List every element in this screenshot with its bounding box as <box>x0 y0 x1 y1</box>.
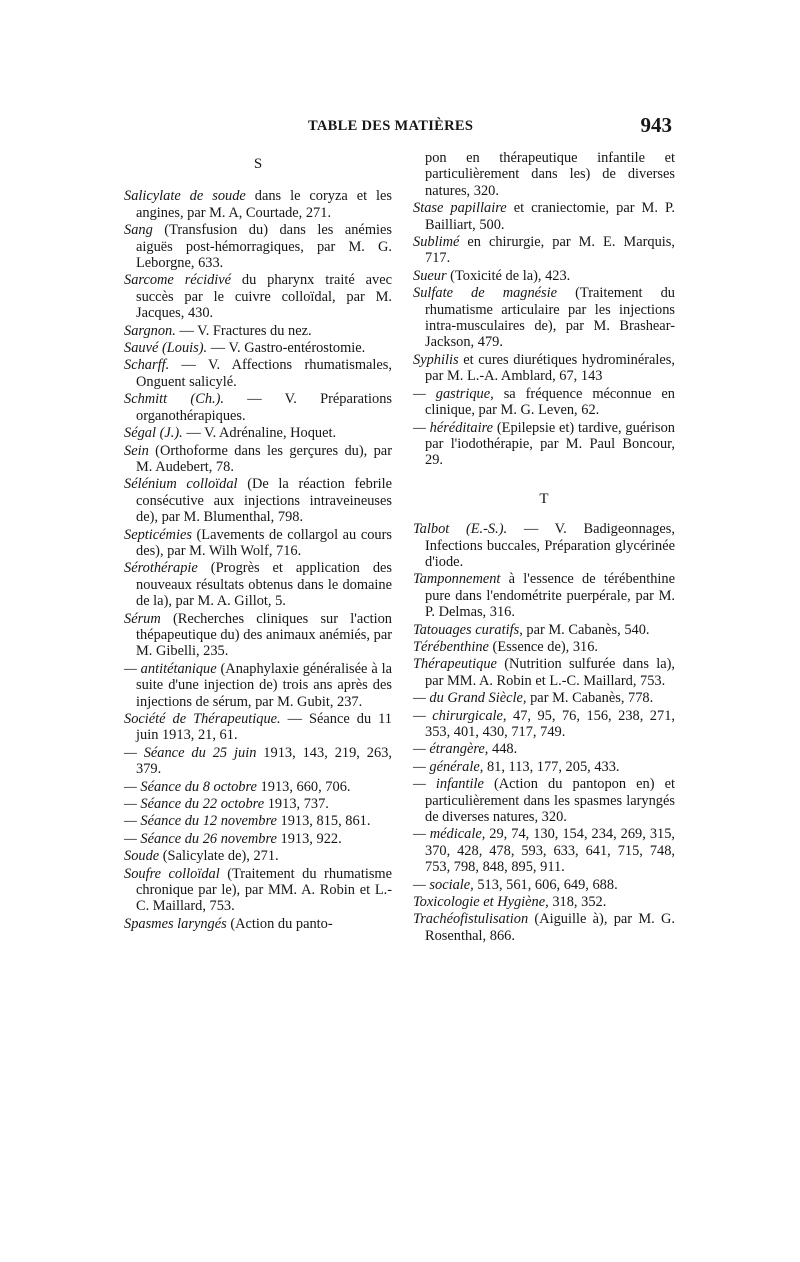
entry-text: (Action du panto- <box>226 915 333 932</box>
entry-heading: Sein <box>124 442 149 459</box>
entry-heading: — infantile <box>413 776 484 793</box>
entry-heading: — antitétanique <box>124 660 217 677</box>
index-entry <box>413 741 675 757</box>
left-entries-list <box>124 188 392 932</box>
entry-heading: — héréditaire <box>413 419 494 436</box>
entry-text: 448. <box>488 741 518 758</box>
index-entry <box>413 690 675 706</box>
entry-heading: Schmitt (Ch.). <box>124 391 225 408</box>
entry-text: — V. Affections rhumatismales, Onguent salicylé. <box>136 357 392 390</box>
entry-text: 81, 113, 177, 205, 433. <box>483 758 620 775</box>
entry-heading: Soufre colloïdal <box>124 865 220 882</box>
entry-text: (Essence de), 316. <box>488 638 599 655</box>
page-number: 943 <box>640 113 672 137</box>
index-entry <box>413 708 675 741</box>
right-column <box>413 150 675 945</box>
entry-text: — V. Adrénaline, Hoquet. <box>182 425 337 442</box>
entry-heading: — du Grand Siècle, <box>413 690 527 707</box>
index-entry <box>124 916 392 932</box>
entry-text: (Progrès et application des nouveaux résultats obtenus dans le domaine de la), par M. A. Gillot, 5. <box>136 560 392 610</box>
entry-text: 1913, 143, 219, 263, 379. <box>136 744 392 778</box>
entry-heading: Septicémies <box>124 526 192 543</box>
entry-text: dans le coryza et les angines, par M. A, Courtade, 271. <box>136 188 393 221</box>
index-entry <box>124 560 392 609</box>
index-entry <box>124 391 392 424</box>
entry-heading: — générale, <box>413 758 484 775</box>
index-entry <box>124 711 392 744</box>
entry-text: 1913, 815, 861. <box>276 813 371 830</box>
index-entry <box>124 188 392 221</box>
entry-heading: Soude <box>124 848 160 865</box>
entry-heading: Société de Thérapeutique. <box>124 711 281 727</box>
index-entry <box>124 425 392 441</box>
entry-heading: Sauvé (Louis). <box>124 340 208 357</box>
entry-heading: Stase papillaire <box>413 200 507 217</box>
entry-heading: — Séance du 12 novembre <box>124 813 277 830</box>
entry-heading: Sérum <box>124 610 161 627</box>
entry-heading: Térébenthine <box>413 638 489 655</box>
entry-text: — V. Préparations organothérapiques. <box>136 391 392 424</box>
entry-heading: — sociale, <box>413 876 474 893</box>
index-entry <box>413 420 675 469</box>
entry-heading: — Séance du 26 novembre <box>124 830 277 847</box>
entry-heading: — étrangère, <box>413 741 489 758</box>
entry-heading: Spasmes laryngés <box>124 915 227 932</box>
index-entry <box>124 527 392 560</box>
entry-heading: Scharff. <box>124 357 170 374</box>
entry-text: (Salicylate de), 271. <box>159 848 279 865</box>
entry-text: (Action du pantopon en) et particulièrement dans les spasmes laryngés de diverses natures, 320. <box>425 776 676 826</box>
index-entry <box>413 571 675 620</box>
entry-text: par M. Cabanès, 778. <box>526 690 654 707</box>
index-entry <box>413 826 675 875</box>
index-entry <box>124 476 392 525</box>
entry-text: (Orthoforme dans les gerçures du), par M. Audebert, 78. <box>136 442 392 475</box>
entry-heading: Thérapeutique <box>413 656 497 673</box>
index-entry <box>124 272 392 321</box>
entry-heading: Talbot (E.-S.). <box>413 521 508 538</box>
entry-text: 29, 74, 130, 154, 234, 269, 315, 370, 428, 478, 593, 633, 641, 715, 748, 753, 798, 848, 895, 911. <box>425 826 676 876</box>
index-entry <box>413 352 675 385</box>
entry-heading: Ségal (J.). <box>124 425 183 442</box>
index-entry <box>413 639 675 655</box>
index-entry <box>413 656 675 689</box>
entry-text: à l'essence de térébenthine pure dans l'endométrite puerpérale, par M. P. Delmas, 316. <box>425 571 675 621</box>
index-entry <box>124 779 392 795</box>
index-entry <box>124 323 392 339</box>
index-entry <box>413 622 675 638</box>
index-entry <box>413 911 675 944</box>
entry-text: (Nutrition sulfurée dans la), par MM. A. Robin et L.-C. Maillard, 753. <box>425 656 675 689</box>
index-entry <box>124 796 392 812</box>
entry-heading: Sarcome récidivé <box>124 272 232 289</box>
entry-text: et cures diurétiques hydrominérales, par M. L.-A. Amblard, 67, 143 <box>425 351 675 385</box>
entry-text: 318, 352. <box>548 894 607 911</box>
index-entry <box>124 443 392 476</box>
index-entry <box>124 866 392 915</box>
entry-text: (Aiguille à), par M. G. Rosenthal, 866. <box>425 911 675 944</box>
index-entry <box>413 285 675 351</box>
entry-text: (De la réaction febrile consécutive aux injections intraveineuses de), par M. Blumenthal, 798. <box>136 476 392 526</box>
index-entry <box>124 848 392 864</box>
entry-heading: Trachéofistulisation <box>413 911 529 928</box>
entry-heading: Salicylate de soude <box>124 188 246 205</box>
entry-text: (Recherches cliniques sur l'action thépapeutique du) des animaux anémiés, par M. Gibelli, 235. <box>136 610 392 660</box>
index-entry <box>413 268 675 284</box>
entry-heading: Sargnon. <box>124 322 176 339</box>
entry-heading: — gastrique, <box>413 385 494 402</box>
entry-text: et craniectomie, par M. P. Bailliart, 500. <box>425 200 676 233</box>
index-entry <box>124 745 392 778</box>
entry-heading: Tatouages curatifs, <box>413 621 523 638</box>
entry-heading: — Séance du 22 octobre <box>124 796 265 813</box>
index-entry <box>413 386 675 419</box>
entry-text: 1913, 922. <box>276 830 342 847</box>
entry-heading: — Séance du 25 juin <box>124 744 257 761</box>
index-entry <box>124 611 392 660</box>
entry-heading: Sérothérapie <box>124 560 198 577</box>
entry-text: (Anaphylaxie généralisée à la suite d'une injection de) trois ans après des injections de sérum, par M. Gubit, 237. <box>136 660 392 710</box>
continued-entry: pon en thérapeutique infantile et particulièrement dans les) de diverses natures, 320. <box>425 150 675 199</box>
entry-text: — Séance du 11 juin 1913, 21, 61. <box>136 711 393 744</box>
index-entry <box>124 340 392 356</box>
entry-text: (Epilepsie et) tardive, guérison par l'iodothérapie, par M. Paul Boncour, 29. <box>425 419 675 469</box>
entry-heading: — Séance du 8 octobre <box>124 778 257 795</box>
entry-text: (Traitement du rhumatisme chronique par le), par MM. A. Robin et L.-C. Maillard, 753. <box>136 865 392 915</box>
entry-text: — V. Gastro-entérostomie. <box>207 340 366 357</box>
index-entry <box>413 894 675 910</box>
running-title: TABLE DES MATIÈRES <box>308 118 474 134</box>
index-entry <box>413 234 675 267</box>
entry-heading: Sueur <box>413 267 447 284</box>
index-entry <box>413 521 675 570</box>
section-letter-t: T <box>539 490 549 507</box>
entry-text: sa fréquence méconnue en clinique, par M. G. Leven, 62. <box>425 385 676 419</box>
right-entries-s-list <box>413 200 675 469</box>
index-entry <box>413 776 675 825</box>
entry-text: 1913, 737. <box>264 796 329 813</box>
entry-text: 1913, 660, 706. <box>256 778 351 795</box>
entry-heading: — chirurgicale, <box>413 707 507 724</box>
left-column <box>124 150 392 933</box>
entry-text: (Toxicité de la), 423. <box>446 267 571 284</box>
entry-heading: — médicale, <box>413 826 486 843</box>
entry-text: (Lavements de collargol au cours des), par M. Wilh Wolf, 716. <box>136 526 392 559</box>
entry-text: en chirurgie, par M. E. Marquis, 717. <box>425 234 675 267</box>
entry-text: — V. Badigeonnages, Infections buccales, Préparation glycérinée d'iode. <box>425 521 675 570</box>
entry-heading: Sang <box>124 222 153 239</box>
entry-text: (Traitement du rhumatisme articulaire par les injections intra-musculaires de), par M. Brashear-Jackson, 479. <box>425 285 675 351</box>
entry-text: 47, 95, 76, 156, 238, 271, 353, 401, 430, 717, 749. <box>425 707 675 740</box>
entry-heading: Sublimé <box>413 234 460 251</box>
index-entry <box>124 661 392 710</box>
index-entry <box>124 222 392 271</box>
entry-heading: Sulfate de magnésie <box>413 285 558 302</box>
index-entry <box>124 357 392 390</box>
entry-text: (Transfusion du) dans les anémies aiguës post-hémorragiques, par M. G. Leborgne, 633. <box>136 222 392 272</box>
section-letter-s: S <box>253 156 263 172</box>
index-entry <box>124 813 392 829</box>
entry-text: par M. Cabanès, 540. <box>522 621 650 638</box>
entry-text: du pharynx traité avec succès par le cuivre colloïdal, par M. Jacques, 430. <box>136 272 393 322</box>
index-entry <box>413 759 675 775</box>
entry-heading: Toxicologie et Hygiène, <box>413 894 549 911</box>
entry-heading: Sélénium colloïdal <box>124 476 238 493</box>
index-entry <box>413 877 675 893</box>
index-entry <box>124 831 392 847</box>
entry-heading: Tamponnement <box>413 571 501 588</box>
right-entries-t-list <box>413 521 675 944</box>
page-header <box>120 113 676 142</box>
entry-heading: Syphilis <box>413 351 459 368</box>
entry-text: — V. Fractures du nez. <box>175 322 312 339</box>
entry-text: 513, 561, 606, 649, 688. <box>473 876 618 893</box>
index-entry <box>413 200 675 233</box>
